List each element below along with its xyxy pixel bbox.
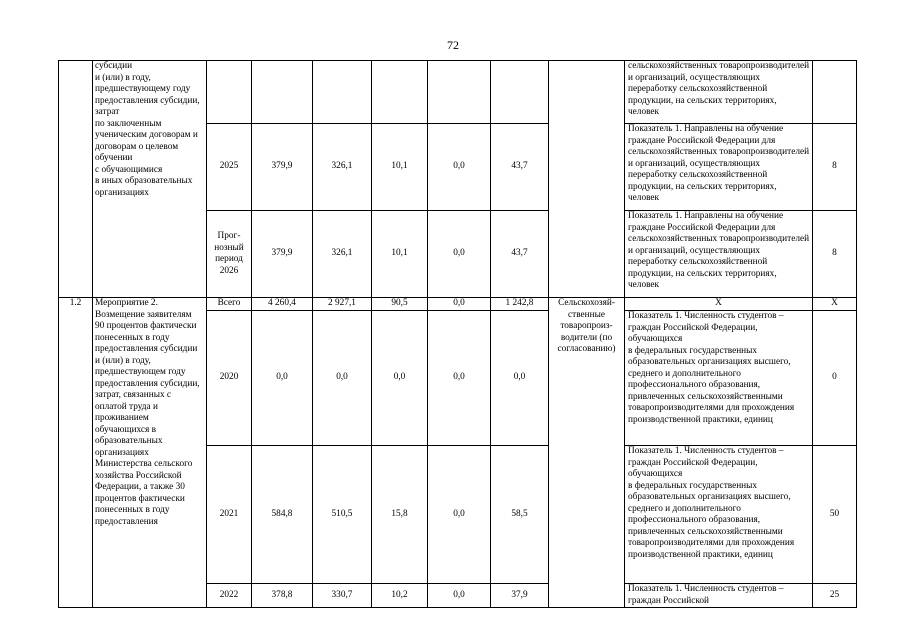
measure-name: субсидии и (или) в году, предшествующему году предоставления субсидии, затрат по заключенным ученическим договорам и договорам о целевом обучении с обучающимися в иных образовательных организациях [93, 61, 207, 298]
municipal-cell [428, 61, 491, 124]
regional-cell: 10,2 [372, 584, 428, 608]
total-cell [252, 61, 313, 124]
row-number [59, 61, 93, 298]
indicator-cell: Показатель 1. Численность студентов – граждан Российской [625, 584, 813, 608]
regional-cell: 10,1 [372, 211, 428, 298]
regional-cell: 0,0 [372, 311, 428, 446]
total-cell: 584,8 [252, 446, 313, 584]
extrabudget-cell: 1 242,8 [491, 298, 549, 311]
municipal-cell: 0,0 [428, 298, 491, 311]
total-cell: 378,8 [252, 584, 313, 608]
extrabudget-cell: 58,5 [491, 446, 549, 584]
page-number: 72 [447, 38, 459, 52]
federal-cell: 2 927,1 [313, 298, 372, 311]
municipal-cell: 0,0 [428, 124, 491, 211]
measure-name: Мероприятие 2. Возмещение заявителям 90 процентов фактически понесенных в году предоставления субсидии и (или) в году, предшествующем году предоставления субсидии, затрат, связанных с оплатой труда и проживанием обучающихся в образовательных организациях Министерства сельского хозяйства Российской Федерации, а также 30 процентов фактически понесенных в году предоставления [93, 298, 207, 608]
regional-cell: 90,5 [372, 298, 428, 311]
indicator-value: Х [813, 298, 857, 311]
indicator-cell: Показатель 1. Направлены на обучение граждане Российской Федерации для сельскохозяйственных товаропроизводителей и организаций, осуществляющих переработку сельскохозяйственной продукции, на сельских территориях, человек [625, 211, 813, 298]
indicator-cell: Показатель 1. Направлены на обучение граждане Российской Федерации для сельскохозяйственных товаропроизводителей и организаций, осуществляющих переработку сельскохозяйственной продукции, на сельских территориях, человек [625, 124, 813, 211]
total-cell: 379,9 [252, 124, 313, 211]
federal-cell: 326,1 [313, 211, 372, 298]
year-cell: Прог- нозный период 2026 [207, 211, 252, 298]
regional-cell [372, 61, 428, 124]
federal-cell: 330,7 [313, 584, 372, 608]
indicator-value [813, 61, 857, 124]
federal-cell [313, 61, 372, 124]
regional-cell: 15,8 [372, 446, 428, 584]
extrabudget-cell: 43,7 [491, 124, 549, 211]
indicator-value: 0 [813, 311, 857, 446]
executor-cell [549, 61, 625, 298]
municipal-cell: 0,0 [428, 446, 491, 584]
indicator-cell: Показатель 1. Численность студентов – граждан Российской Федерации, обучающихся в федеральных государственных образовательных организациях высшего, среднего и дополнительного профессионального образования, привлеченных сельскохозяйственными товаропроизводителями для прохождения производственной практики, единиц [625, 446, 813, 584]
municipal-cell: 0,0 [428, 584, 491, 608]
indicator-value: 8 [813, 124, 857, 211]
year-cell: 2020 [207, 311, 252, 446]
regional-cell: 10,1 [372, 124, 428, 211]
year-cell: Всего [207, 298, 252, 311]
year-cell: 2025 [207, 124, 252, 211]
extrabudget-cell: 0,0 [491, 311, 549, 446]
municipal-cell: 0,0 [428, 311, 491, 446]
table-row [59, 61, 857, 124]
federal-cell: 326,1 [313, 124, 372, 211]
executor-cell: Сельскохозяй- ственные товаропроиз- водители (по согласованию) [549, 298, 625, 608]
indicator-value: 8 [813, 211, 857, 298]
total-cell: 0,0 [252, 311, 313, 446]
extrabudget-cell [491, 61, 549, 124]
year-cell [207, 61, 252, 124]
municipal-cell: 0,0 [428, 211, 491, 298]
federal-cell: 510,5 [313, 446, 372, 584]
row-number: 1.2 [59, 298, 93, 608]
indicator-cell: сельскохозяйственных товаропроизводителей и организаций, осуществляющих переработку сельскохозяйственной продукции, на сельских территориях, человек [625, 61, 813, 124]
year-cell: 2021 [207, 446, 252, 584]
table-row [59, 298, 857, 311]
year-cell: 2022 [207, 584, 252, 608]
indicator-cell: Х [625, 298, 813, 311]
extrabudget-cell: 37,9 [491, 584, 549, 608]
indicator-cell: Показатель 1. Численность студентов – граждан Российской Федерации, обучающихся в федеральных государственных образовательных организациях высшего, среднего и дополнительного профессионального образования, привлеченных сельскохозяйственными товаропроизводителями для прохождения производственной практики, единиц [625, 311, 813, 446]
indicator-value: 25 [813, 584, 857, 608]
program-table [58, 60, 857, 608]
federal-cell: 0,0 [313, 311, 372, 446]
total-cell: 379,9 [252, 211, 313, 298]
total-cell: 4 260,4 [252, 298, 313, 311]
extrabudget-cell: 43,7 [491, 211, 549, 298]
indicator-value: 50 [813, 446, 857, 584]
